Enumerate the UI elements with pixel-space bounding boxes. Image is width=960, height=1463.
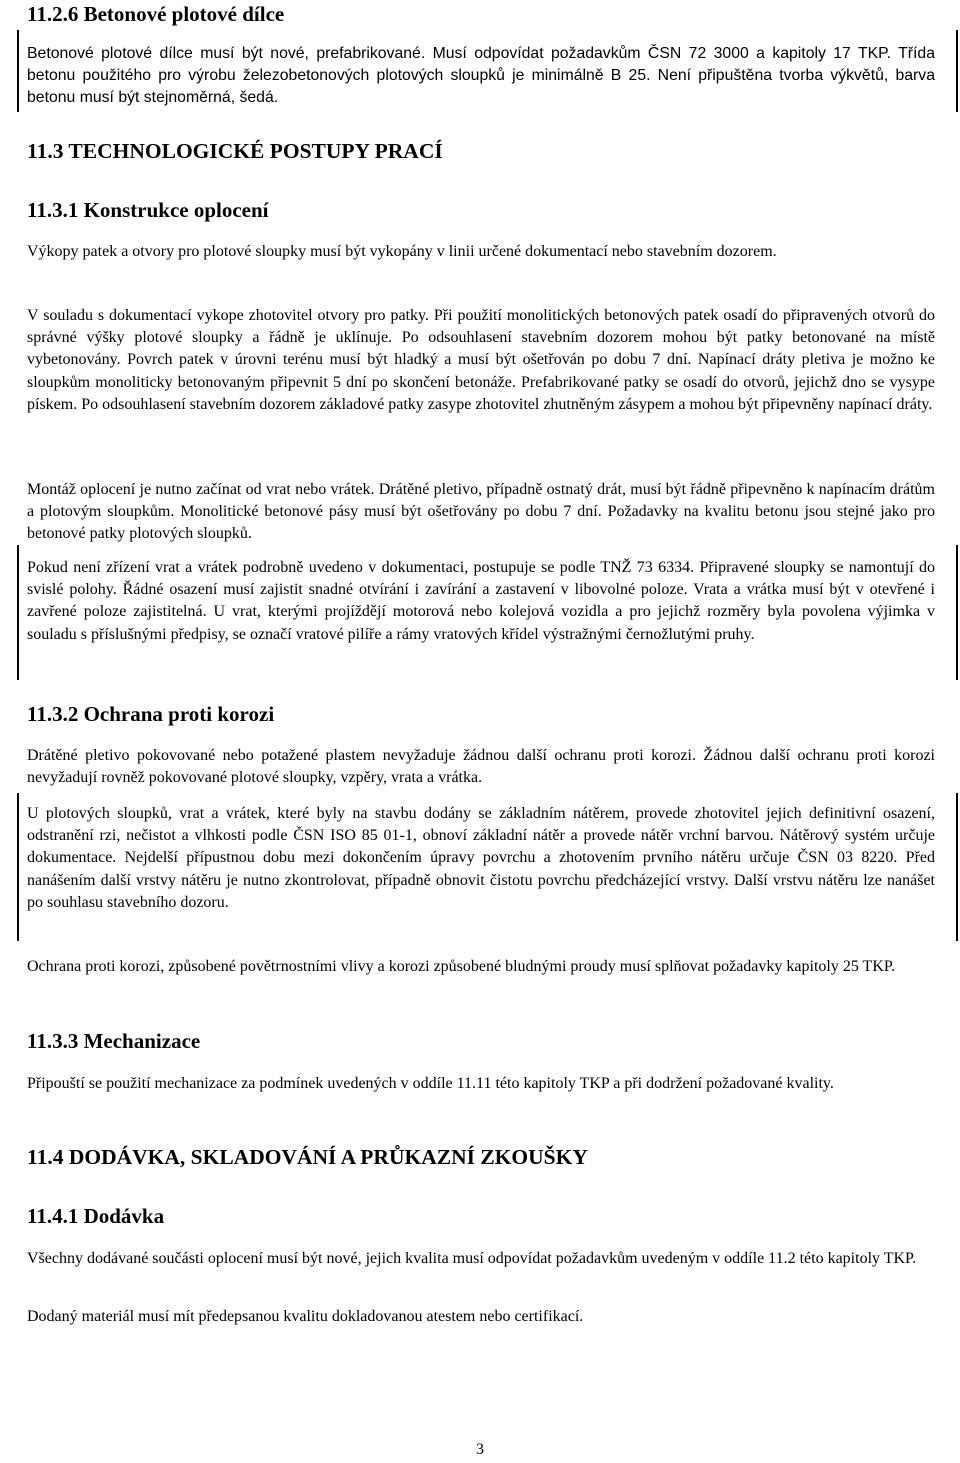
paragraph: Betonové plotové dílce musí být nové, prefabrikované. Musí odpovídat požadavkům ČSN 72 3000 a kapitoly 17 TKP. Třída betonu použitého pro výrobu železobetonových plotových sloupků je minimálně B 25. Není připuštěna tvorba výkvětů, barva betonu musí být stejnoměrná, šedá. — [27, 45, 935, 107]
paragraph: U plotových sloupků, vrat a vrátek, které byly na stavbu dodány se základním nátěrem, provede zhotovitel jejich definitivní osazení, odstranění rzi, nečistot a vlhkosti podle ČSN ISO 85 01-1, obnoví základní nátěr a provede nátěr vrchní barvou. Nátěrový systém určuje dokumentace. Nejdelší přípustnou dobu mezi dokončením úpravy povrchu a zhotovením prvního nátěru určuje ČSN 03 8220. Před nanášením další vrstvy nátěru je nutno zkontrolovat, případně obnovit čistotu povrchu předcházející vrstvy. Další vrstvu nátěru lze nanášet po souhlasu stavebního dozoru. — [27, 805, 935, 911]
paragraph: Pokud není zřízení vrat a vrátek podrobně uvedeno v dokumentaci, postupuje se podle TNŽ 73 6334. Připravené sloupky se namontují do svislé polohy. Řádné osazení musí zajistit snadné otvírání i zavírání a zastavení v libovolné poloze. Vrata a vrátka musí být v otevřené i zavřené poloze zajistitelná. U vrat, kterými projíždějí motorová nebo kolejová vozidla a pro jejichž rozměry byla povolena výjimka v souladu s příslušnými předpisy, se označí vratové pilíře a rámy vratových křídel výstražnými černožlutými pruhy. — [27, 559, 935, 643]
change-bar — [956, 30, 958, 112]
paragraph: Ochrana proti korozi, způsobené povětrnostními vlivy a korozi způsobené bludnými proudy musí splňovat požadavky kapitoly 25 TKP. — [27, 958, 895, 975]
change-bar — [17, 30, 19, 112]
page-number: 3 — [476, 1441, 484, 1458]
section-heading-11-4-1: 11.4.1 Dodávka — [27, 1204, 165, 1228]
paragraph: Všechny dodávané součásti oplocení musí být nové, jejich kvalita musí odpovídat požadavkům uvedeným v oddíle 11.2 této kapitoly TKP. — [27, 1250, 917, 1267]
change-bar — [17, 545, 19, 680]
section-heading-11-3: 11.3 TECHNOLOGICKÉ POSTUPY PRACÍ — [27, 139, 443, 163]
section-heading-11-3-2: 11.3.2 Ochrana proti korozi — [27, 702, 275, 726]
paragraph: V souladu s dokumentací vykope zhotovitel otvory pro patky. Při použití monolitických betonových patek osadí do připravených otvorů do správné výšky plotové sloupky a řádně je uklínuje. Po odsouhlasení stavebním dozorem mohou být patky betonované na místě vybetonovány. Povrch patek v úrovni terénu musí být hladký a musí být ošetřován po dobu 7 dní. Napínací dráty pletiva je možno ke sloupkům monoliticky betonovaným připevnit 5 dní po skončení betonáže. Prefabrikované patky se osadí do otvorů, jejichž dno se vysype pískem. Po odsouhlasení stavebním dozorem základové patky zasype zhotovitel zhutněným zásypem a mohou být připevněny napínací dráty. — [27, 307, 935, 413]
change-bar — [17, 793, 19, 941]
paragraph: Dodaný materiál musí mít předepsanou kvalitu dokladovanou atestem nebo certifikací. — [27, 1308, 584, 1325]
paragraph: Montáž oplocení je nutno začínat od vrat nebo vrátek. Drátěné pletivo, případně ostnatý drát, musí být řádně připevněno k napínacím drátům a plotovým sloupkům. Monolitické betonové pásy musí být ošetřovány po dobu 7 dní. Požadavky na kvalitu betonu jsou stejné jako pro betonové patky plotových sloupků. — [27, 481, 935, 543]
section-heading-11-3-1: 11.3.1 Konstrukce oplocení — [27, 198, 269, 222]
paragraph: Připouští se použití mechanizace za podmínek uvedených v oddíle 11.11 této kapitoly TKP a při dodržení požadované kvality. — [27, 1075, 834, 1092]
section-heading-11-4: 11.4 DODÁVKA, SKLADOVÁNÍ A PRŮKAZNÍ ZKOUŠKY — [27, 1145, 588, 1169]
section-heading-11-2-6: 11.2.6 Betonové plotové dílce — [27, 2, 285, 26]
paragraph: Výkopy patek a otvory pro plotové sloupky musí být vykopány v linii určené dokumentací nebo stavebním dozorem. — [27, 243, 777, 260]
paragraph: Drátěné pletivo pokovované nebo potažené plastem nevyžaduje žádnou další ochranu proti korozi. Žádnou další ochranu proti korozi nevyžadují rovněž pokovované plotové sloupky, vzpěry, vrata a vrátka. — [27, 747, 935, 787]
change-bar — [956, 545, 958, 680]
change-bar — [956, 793, 958, 941]
section-heading-11-3-3: 11.3.3 Mechanizace — [27, 1029, 201, 1053]
